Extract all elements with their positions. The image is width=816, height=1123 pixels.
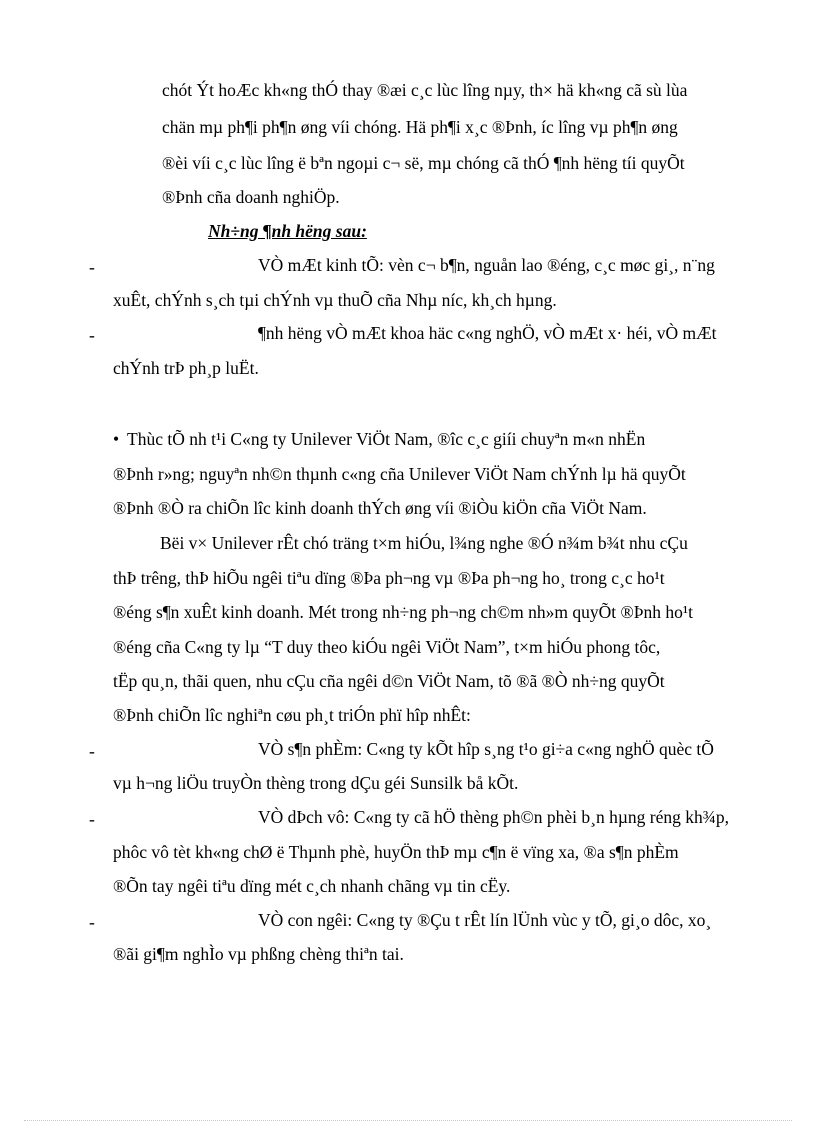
dash-item-3-line-1: VÒ s¶n phÈm: C«ng ty kÕt hîp s¸ng t¹o gi÷a c«ng nghÖ quèc tÕ: [258, 739, 714, 759]
bullet-line-3: ®Þnh ®Ò ra chiÕn lîc kinh doanh thÝch øng víi ®iÒu kiÖn cña ViÖt Nam.: [113, 498, 647, 518]
paragraph1-line-1: chót Ýt hoÆc kh«ng thÓ thay ®æi c¸c lùc lîng nµy, th× hä kh«ng cã sù lùa: [162, 80, 688, 100]
paragraph2-line-6: ®Þnh chiÕn lîc nghiªn cøu ph¸t triÓn phï hîp nhÊt:: [113, 705, 471, 725]
section-heading: Nh÷ng ¶nh hëng sau:: [208, 221, 367, 241]
dash-marker-1: -: [89, 257, 95, 277]
paragraph2-line-2: thÞ trêng, thÞ hiÕu ngêi tiªu dïng ®Þa ph¬ng vµ ®Þa ph¬ng ho¸ trong c¸c ho¹t: [113, 568, 665, 588]
dash-item-2-line-1: ¶nh hëng vÒ mÆt khoa häc c«ng nghÖ, vÒ mÆt x· héi, vÒ mÆt: [258, 323, 717, 343]
dash-marker-3: -: [89, 741, 95, 761]
dash-item-4-line-2: phôc vô tèt kh«ng chØ ë Thµnh phè, huyÖn thÞ mµ c¶n ë vïng xa, ®a s¶n phÈm: [113, 842, 679, 862]
paragraph1-line-4: ®Þnh cña doanh nghiÖp.: [162, 187, 340, 207]
dash-marker-4: -: [89, 809, 95, 829]
paragraph2-line-5: tËp qu¸n, thãi quen, nhu cÇu cña ngêi d©n ViÖt Nam, tõ ®ã ®Ò nh÷ng quyÕt: [113, 671, 665, 691]
dash-item-4-line-3: ®Õn tay ngêi tiªu dïng mét c¸ch nhanh chãng vµ tin cËy.: [113, 876, 511, 896]
dash-marker-2: -: [89, 325, 95, 345]
dash-item-5-line-1: VÒ con ngêi: C«ng ty ®Çu t rÊt lín lÜnh vùc y tÕ, gi¸o dôc, xo¸: [258, 910, 712, 930]
bullet-line-2: ®Þnh r»ng; nguyªn nh©n thµnh c«ng cña Unilever ViÖt Nam chÝnh lµ hä quyÕt: [113, 464, 686, 484]
paragraph1-line-3: ®èi víi c¸c lùc lîng ë bªn ngoµi c¬ së, mµ chóng cã thÓ ¶nh hëng tíi quyÕt: [162, 153, 685, 173]
dash-item-4-line-1: VÒ dÞch vô: C«ng ty cã hÖ thèng ph©n phèi b¸n hµng réng kh¾p,: [258, 807, 730, 827]
paragraph1-line-2: chän mµ ph¶i ph¶n øng víi chóng. Hä ph¶i x¸c ®Þnh, íc lîng vµ ph¶n øng: [162, 117, 678, 137]
dash-item-3-line-2: vµ h¬ng liÖu truyÒn thèng trong dÇu géi Sunsilk bå kÕt.: [113, 773, 519, 793]
dash-item-2-line-2: chÝnh trÞ ph¸p luËt.: [113, 358, 259, 378]
dash-item-1-line-1: VÒ mÆt kinh tÕ: vèn c¬ b¶n, nguån lao ®éng, c¸c møc gi¸, n¨ng: [258, 255, 715, 275]
dash-marker-5: -: [89, 912, 95, 932]
paragraph2-line-3: ®éng s¶n xuÊt kinh doanh. Mét trong nh÷ng ph¬ng ch©m nh»m quyÕt ®Þnh ho¹t: [113, 602, 694, 622]
paragraph2-line-1: Bëi v× Unilever rÊt chó träng t×m hiÓu, l¾ng nghe ®Ó n¾m b¾t nhu cÇu: [160, 533, 688, 553]
page-bottom-divider: [24, 1120, 792, 1121]
bullet-marker: •: [113, 429, 120, 449]
dash-item-1-line-2: xuÊt, chÝnh s¸ch tµi chÝnh vµ thuÕ cña Nhµ níc, kh¸ch hµng.: [113, 290, 557, 310]
paragraph2-line-4: ®éng cña C«ng ty lµ “T duy theo kiÓu ngêi ViÖt Nam”, t×m hiÓu phong tôc,: [113, 637, 661, 657]
dash-item-5-line-2: ®ãi gi¶m nghÌo vµ phßng chèng thiªn tai.: [113, 944, 404, 964]
bullet-line-1: Thùc tÕ nh t¹i C«ng ty Unilever ViÖt Nam, ®îc c¸c giíi chuyªn m«n nhËn: [127, 429, 646, 449]
